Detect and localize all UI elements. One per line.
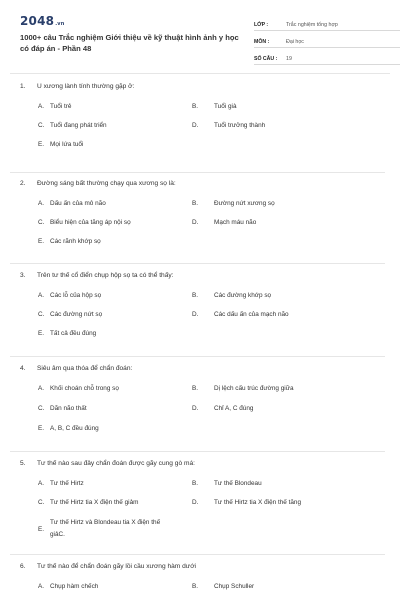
question-number: 2. (20, 180, 26, 187)
option-label: E. (38, 525, 45, 533)
question-item (10, 452, 385, 555)
question-number: 3. (20, 272, 26, 279)
option-text: Mạch máu não (214, 219, 257, 226)
option[interactable] (20, 479, 192, 488)
option-text: Các rãnh khớp sọ (50, 238, 101, 245)
question-text (20, 271, 385, 280)
question-text (20, 82, 385, 91)
option-text: Tư thế Hirtz tia X điện thế tăng (214, 499, 302, 506)
option[interactable] (20, 102, 192, 111)
option-text: Dị lệch cấu trúc đường giữa (214, 385, 294, 392)
option-label: A. (38, 583, 45, 590)
option-text: Tư thế Hirtz tia X điện thế giảm (50, 499, 139, 506)
option[interactable] (192, 102, 364, 111)
option-label: B. (192, 583, 199, 590)
option[interactable] (192, 384, 364, 393)
question-stem: Tư thế nào sau đây chẩn đoán được gãy cung gò má: (37, 460, 195, 467)
option-text: Các dấu ấn của mạch não (214, 311, 289, 318)
option[interactable] (192, 218, 364, 227)
option-text: Dấu ấn của mô não (50, 200, 106, 207)
question-stem: Đường sáng bất thường chạy qua xương sọ là: (37, 180, 176, 187)
question-item (10, 357, 385, 452)
option-grid (20, 479, 385, 541)
meta-value: 19 (286, 56, 292, 62)
option-label: D. (192, 311, 199, 318)
page-header (20, 14, 382, 64)
meta-row-class (254, 14, 400, 31)
option[interactable] (192, 404, 364, 413)
option-text: Các đường nứt sọ (50, 311, 103, 318)
option-grid (20, 102, 385, 149)
question-text (20, 459, 385, 468)
option[interactable] (192, 199, 364, 208)
option-label: A. (38, 385, 45, 392)
option-text: Mọi lứa tuổi (50, 141, 84, 148)
option-label: C. (38, 311, 45, 318)
option-label: A. (38, 292, 45, 299)
option-text: A, B, C đều đúng (50, 425, 99, 432)
option-text: Tư thế Hirtz và Blondeau tia X điện thế giảC. (50, 519, 161, 538)
option-label: D. (192, 219, 199, 226)
option-label: C. (38, 405, 45, 412)
option[interactable] (20, 517, 192, 541)
question-stem: Trên tư thế cổ điển chụp hộp sọ ta có thể thấy: (37, 272, 174, 279)
question-number: 4. (20, 365, 26, 372)
option-text: Tư thế Hirtz (50, 480, 84, 487)
option[interactable] (192, 310, 364, 319)
option[interactable] (192, 121, 364, 130)
option-text: Tất cả đều đúng (50, 330, 97, 337)
option[interactable] (20, 498, 192, 507)
meta-info (254, 14, 400, 65)
question-number: 6. (20, 563, 26, 570)
question-item (10, 264, 385, 357)
option-label: E. (38, 238, 45, 245)
option-grid (20, 199, 385, 246)
question-item (10, 173, 385, 264)
question-item (10, 82, 385, 173)
option[interactable] (192, 498, 364, 507)
option-label: A. (38, 103, 45, 110)
option[interactable] (192, 582, 364, 591)
option-label: C. (38, 499, 45, 506)
option-text: Biểu hiện của tăng áp nội sọ (50, 219, 131, 226)
logo-main: 2048 (20, 14, 55, 28)
question-number: 1. (20, 83, 26, 90)
meta-key: LỚP : (254, 22, 269, 28)
option-text: Chỉ A, C đúng (214, 405, 254, 412)
site-logo[interactable] (20, 14, 65, 28)
question-text (20, 179, 385, 188)
question-list (20, 82, 385, 595)
option[interactable] (192, 291, 364, 300)
option[interactable] (20, 121, 192, 130)
option-label: E. (38, 330, 45, 337)
option-grid (20, 291, 385, 338)
option-text: Chụp hàm chếch (50, 583, 99, 590)
question-stem: Tư thế nào để chẩn đoán gãy lồi cầu xương hàm dưới (37, 563, 196, 570)
option[interactable] (20, 199, 192, 208)
page-title: 1000+ câu Trắc nghiệm Giới thiệu về kỹ thuật hình ảnh y học có đáp án - Phần 48 (20, 33, 239, 53)
option[interactable] (20, 424, 192, 433)
option-text: Dãn não thất (50, 405, 87, 412)
option-label: B. (192, 385, 199, 392)
meta-value: Đại học (286, 39, 304, 45)
option-text: Chụp Schuller (214, 583, 255, 590)
option-label: E. (38, 141, 45, 148)
option-text: Các lỗ của hộp sọ (50, 292, 102, 299)
meta-value: Trắc nghiệm tổng hợp (286, 22, 338, 28)
question-item (10, 555, 385, 595)
option[interactable] (20, 404, 192, 413)
option[interactable] (20, 291, 192, 300)
option-text: Khối choán chỗ trong sọ (50, 385, 119, 392)
meta-row-subject (254, 31, 400, 48)
option-label: B. (192, 200, 199, 207)
option[interactable] (192, 479, 364, 488)
option[interactable] (20, 329, 192, 338)
meta-row-count (254, 48, 400, 65)
meta-key: MÔN : (254, 39, 270, 45)
option-text: Tuổi đang phát triển (50, 122, 107, 129)
option-label: A. (38, 480, 45, 487)
option-label: D. (192, 499, 199, 506)
option[interactable] (20, 310, 192, 319)
meta-key: SỐ CÂU : (254, 56, 278, 62)
option-text: Đường nứt xương sọ (214, 200, 275, 207)
option-label: C. (38, 219, 45, 226)
option[interactable] (20, 218, 192, 227)
option-text: Tuổi trưởng thành (214, 122, 266, 129)
option-grid (20, 384, 385, 433)
option[interactable] (20, 237, 192, 246)
option-label: A. (38, 200, 45, 207)
header-divider (10, 73, 390, 74)
option-label: D. (192, 122, 199, 129)
option-text: Tư thế Blondeau (214, 480, 262, 487)
logo-sub: .vn (55, 21, 65, 27)
option[interactable] (20, 384, 192, 393)
question-stem: Siêu âm qua thóa để chẩn đoán: (37, 365, 133, 372)
option-text: Tuổi trẻ (50, 103, 72, 110)
option-label: B. (192, 103, 199, 110)
question-stem: U xương lành tính thường gặp ở: (37, 83, 135, 90)
option[interactable] (20, 140, 192, 149)
option-label: C. (38, 122, 45, 129)
option-label: E. (38, 425, 45, 432)
option-text: Tuổi già (214, 103, 237, 110)
option[interactable] (20, 582, 192, 591)
question-text (20, 364, 385, 373)
option-label: B. (192, 480, 199, 487)
option-grid (20, 582, 385, 591)
option-text: Các đường khớp sọ (214, 292, 272, 299)
option-label: B. (192, 292, 199, 299)
question-number: 5. (20, 460, 26, 467)
option-label: D. (192, 405, 199, 412)
question-text (20, 562, 385, 571)
